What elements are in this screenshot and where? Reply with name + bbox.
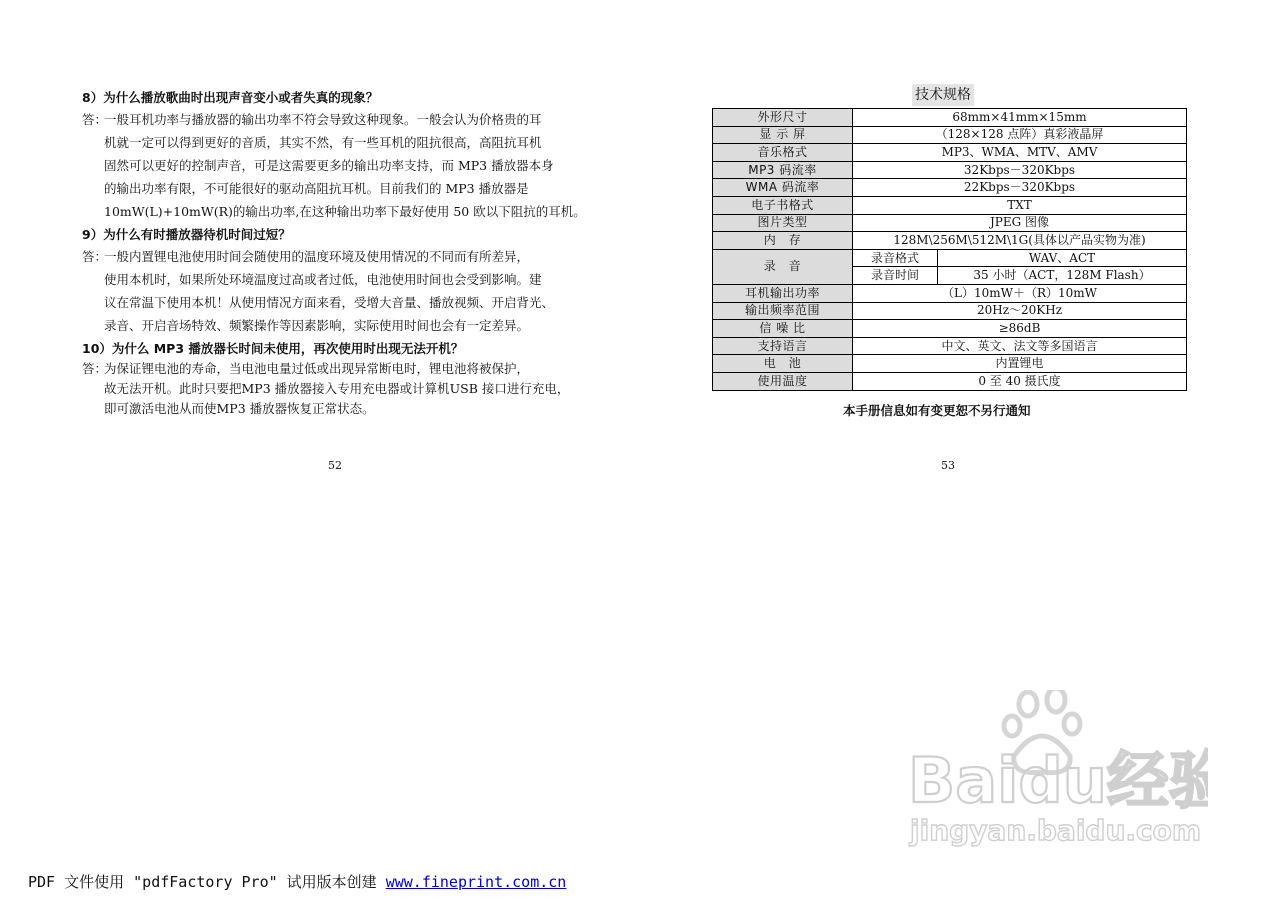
spec-value: ≥86dB <box>853 320 1187 338</box>
spec-value: （L）10mW＋（R）10mW <box>853 284 1187 302</box>
answer-line: 固然可以更好的控制声音，可是这需要更多的输出功率支持，而 MP3 播放器本身 <box>104 158 554 173</box>
spec-label: MP3 码流率 <box>713 161 853 179</box>
spec-label: 录 音 <box>713 249 853 284</box>
answer-line: 议在常温下使用本机！从使用情况方面来看，受增大音量、播放视频、开启背光、 <box>104 295 555 310</box>
spec-value: JPEG 图像 <box>853 214 1187 232</box>
spec-label: 内 存 <box>713 232 853 250</box>
watermark-main-text: Baidu经验 <box>908 744 1208 817</box>
answer-line: 的输出功率有限，不可能很好的驱动高阻抗耳机。目前我们的 MP3 播放器是 <box>104 181 529 196</box>
spec-row <box>713 372 1187 390</box>
answer-line: 一般耳机功率与播放器的输出功率不符会导致这种现象。一般会认为价格贵的耳 <box>104 112 542 127</box>
spec-row <box>713 249 1187 267</box>
spec-row <box>713 284 1187 302</box>
faq-answer-9 <box>82 245 592 337</box>
answer-line: 一般内置锂电池使用时间会随使用的温度环境及使用情况的不同而有所差异， <box>104 249 530 264</box>
spec-row <box>713 196 1187 214</box>
spec-table <box>712 108 1187 391</box>
page-number-right: 53 <box>941 459 955 472</box>
spec-label: 显 示 屏 <box>713 126 853 144</box>
answer-prefix: 答： <box>82 112 108 127</box>
spec-row <box>713 355 1187 373</box>
spec-row <box>713 214 1187 232</box>
faq-answer-8 <box>82 108 592 223</box>
spec-value: TXT <box>853 196 1187 214</box>
spec-label: 信 噪 比 <box>713 320 853 338</box>
answer-line: 10mW(L)+10mW(R)的输出功率,在这种输出功率下最好使用 50 欧以下阻抗的耳机。 <box>104 204 586 219</box>
spec-label: 图片类型 <box>713 214 853 232</box>
spec-sublabel: 录音格式 <box>853 249 938 267</box>
spec-value: 0 至 40 摄氏度 <box>853 372 1187 390</box>
spec-label: 支持语言 <box>713 337 853 355</box>
spec-label: 电 池 <box>713 355 853 373</box>
spec-value: 35 小时（ACT，128M Flash） <box>938 267 1187 285</box>
faq-question-9: 9）为什么有时播放器待机时间过短？ <box>82 227 291 242</box>
spec-value: 中文、英文、法文等多国语言 <box>853 337 1187 355</box>
spec-label: 电子书格式 <box>713 196 853 214</box>
spec-value: 128M\256M\512M\1G(具体以产品实物为准) <box>853 232 1187 250</box>
spec-label: 输出频率范围 <box>713 302 853 320</box>
answer-line: 为保证锂电池的寿命，当电池电量过低或出现异常断电时，锂电池将被保护， <box>104 361 530 376</box>
spec-label: 耳机输出功率 <box>713 284 853 302</box>
answer-line: 录音、开启音场特效、频繁操作等因素影响，实际使用时间也会有一定差异。 <box>104 318 530 333</box>
answer-line: 使用本机时，如果所处环境温度过高或者过低，电池使用时间也会受到影响。建 <box>104 272 542 287</box>
footer-text: PDF 文件使用 "pdfFactory Pro" 试用版本创建 <box>28 873 386 891</box>
answer-prefix: 答： <box>82 361 108 376</box>
spec-label: WMA 码流率 <box>713 179 853 197</box>
spec-row <box>713 337 1187 355</box>
spec-row <box>713 109 1187 127</box>
pdf-footer <box>28 871 566 892</box>
watermark-sub-text: jingyan.baidu.com <box>910 814 1202 847</box>
page-number-left: 52 <box>328 459 342 472</box>
fineprint-link[interactable]: www.fineprint.com.cn <box>385 873 567 891</box>
change-notice: 本手册信息如有变更恕不另行通知 <box>843 403 1031 418</box>
spec-row <box>713 144 1187 162</box>
spec-value: 内置锂电 <box>853 355 1187 373</box>
spec-sublabel: 录音时间 <box>853 267 938 285</box>
spec-value: WAV、ACT <box>938 249 1187 267</box>
spec-value: MP3、WMA、MTV、AMV <box>853 144 1187 162</box>
spec-value: 32Kbps－320Kbps <box>853 161 1187 179</box>
faq-question-8: 8）为什么播放歌曲时出现声音变小或者失真的现象？ <box>82 90 379 105</box>
spec-value: 22Kbps－320Kbps <box>853 179 1187 197</box>
spec-label: 使用温度 <box>713 372 853 390</box>
baidu-jingyan-watermark <box>908 690 1208 864</box>
spec-label: 音乐格式 <box>713 144 853 162</box>
answer-line: 即可激活电池从而使MP3 播放器恢复正常状态。 <box>104 401 375 416</box>
spec-title: 技术规格 <box>912 84 974 106</box>
spec-row <box>713 302 1187 320</box>
spec-value: （128×128 点阵）真彩液晶屏 <box>853 126 1187 144</box>
faq-question-10: 10）为什么 MP3 播放器长时间未使用，再次使用时出现无法开机？ <box>82 341 464 356</box>
spec-label: 外形尺寸 <box>713 109 853 127</box>
spec-row <box>713 179 1187 197</box>
spec-row <box>713 161 1187 179</box>
faq-answer-10 <box>82 359 592 419</box>
paw-logo-icon <box>908 690 1208 860</box>
answer-line: 故无法开机。此时只要把MP3 播放器接入专用充电器或计算机USB 接口进行充电， <box>104 381 570 396</box>
answer-prefix: 答： <box>82 249 108 264</box>
spec-value: 68mm×41mm×15mm <box>853 109 1187 127</box>
left-page <box>82 88 592 421</box>
spec-row <box>713 126 1187 144</box>
answer-line: 机就一定可以得到更好的音质，其实不然，有一些耳机的阻抗很高，高阻抗耳机 <box>104 135 542 150</box>
spec-row <box>713 320 1187 338</box>
spec-row <box>713 232 1187 250</box>
spec-value: 20Hz～20KHz <box>853 302 1187 320</box>
